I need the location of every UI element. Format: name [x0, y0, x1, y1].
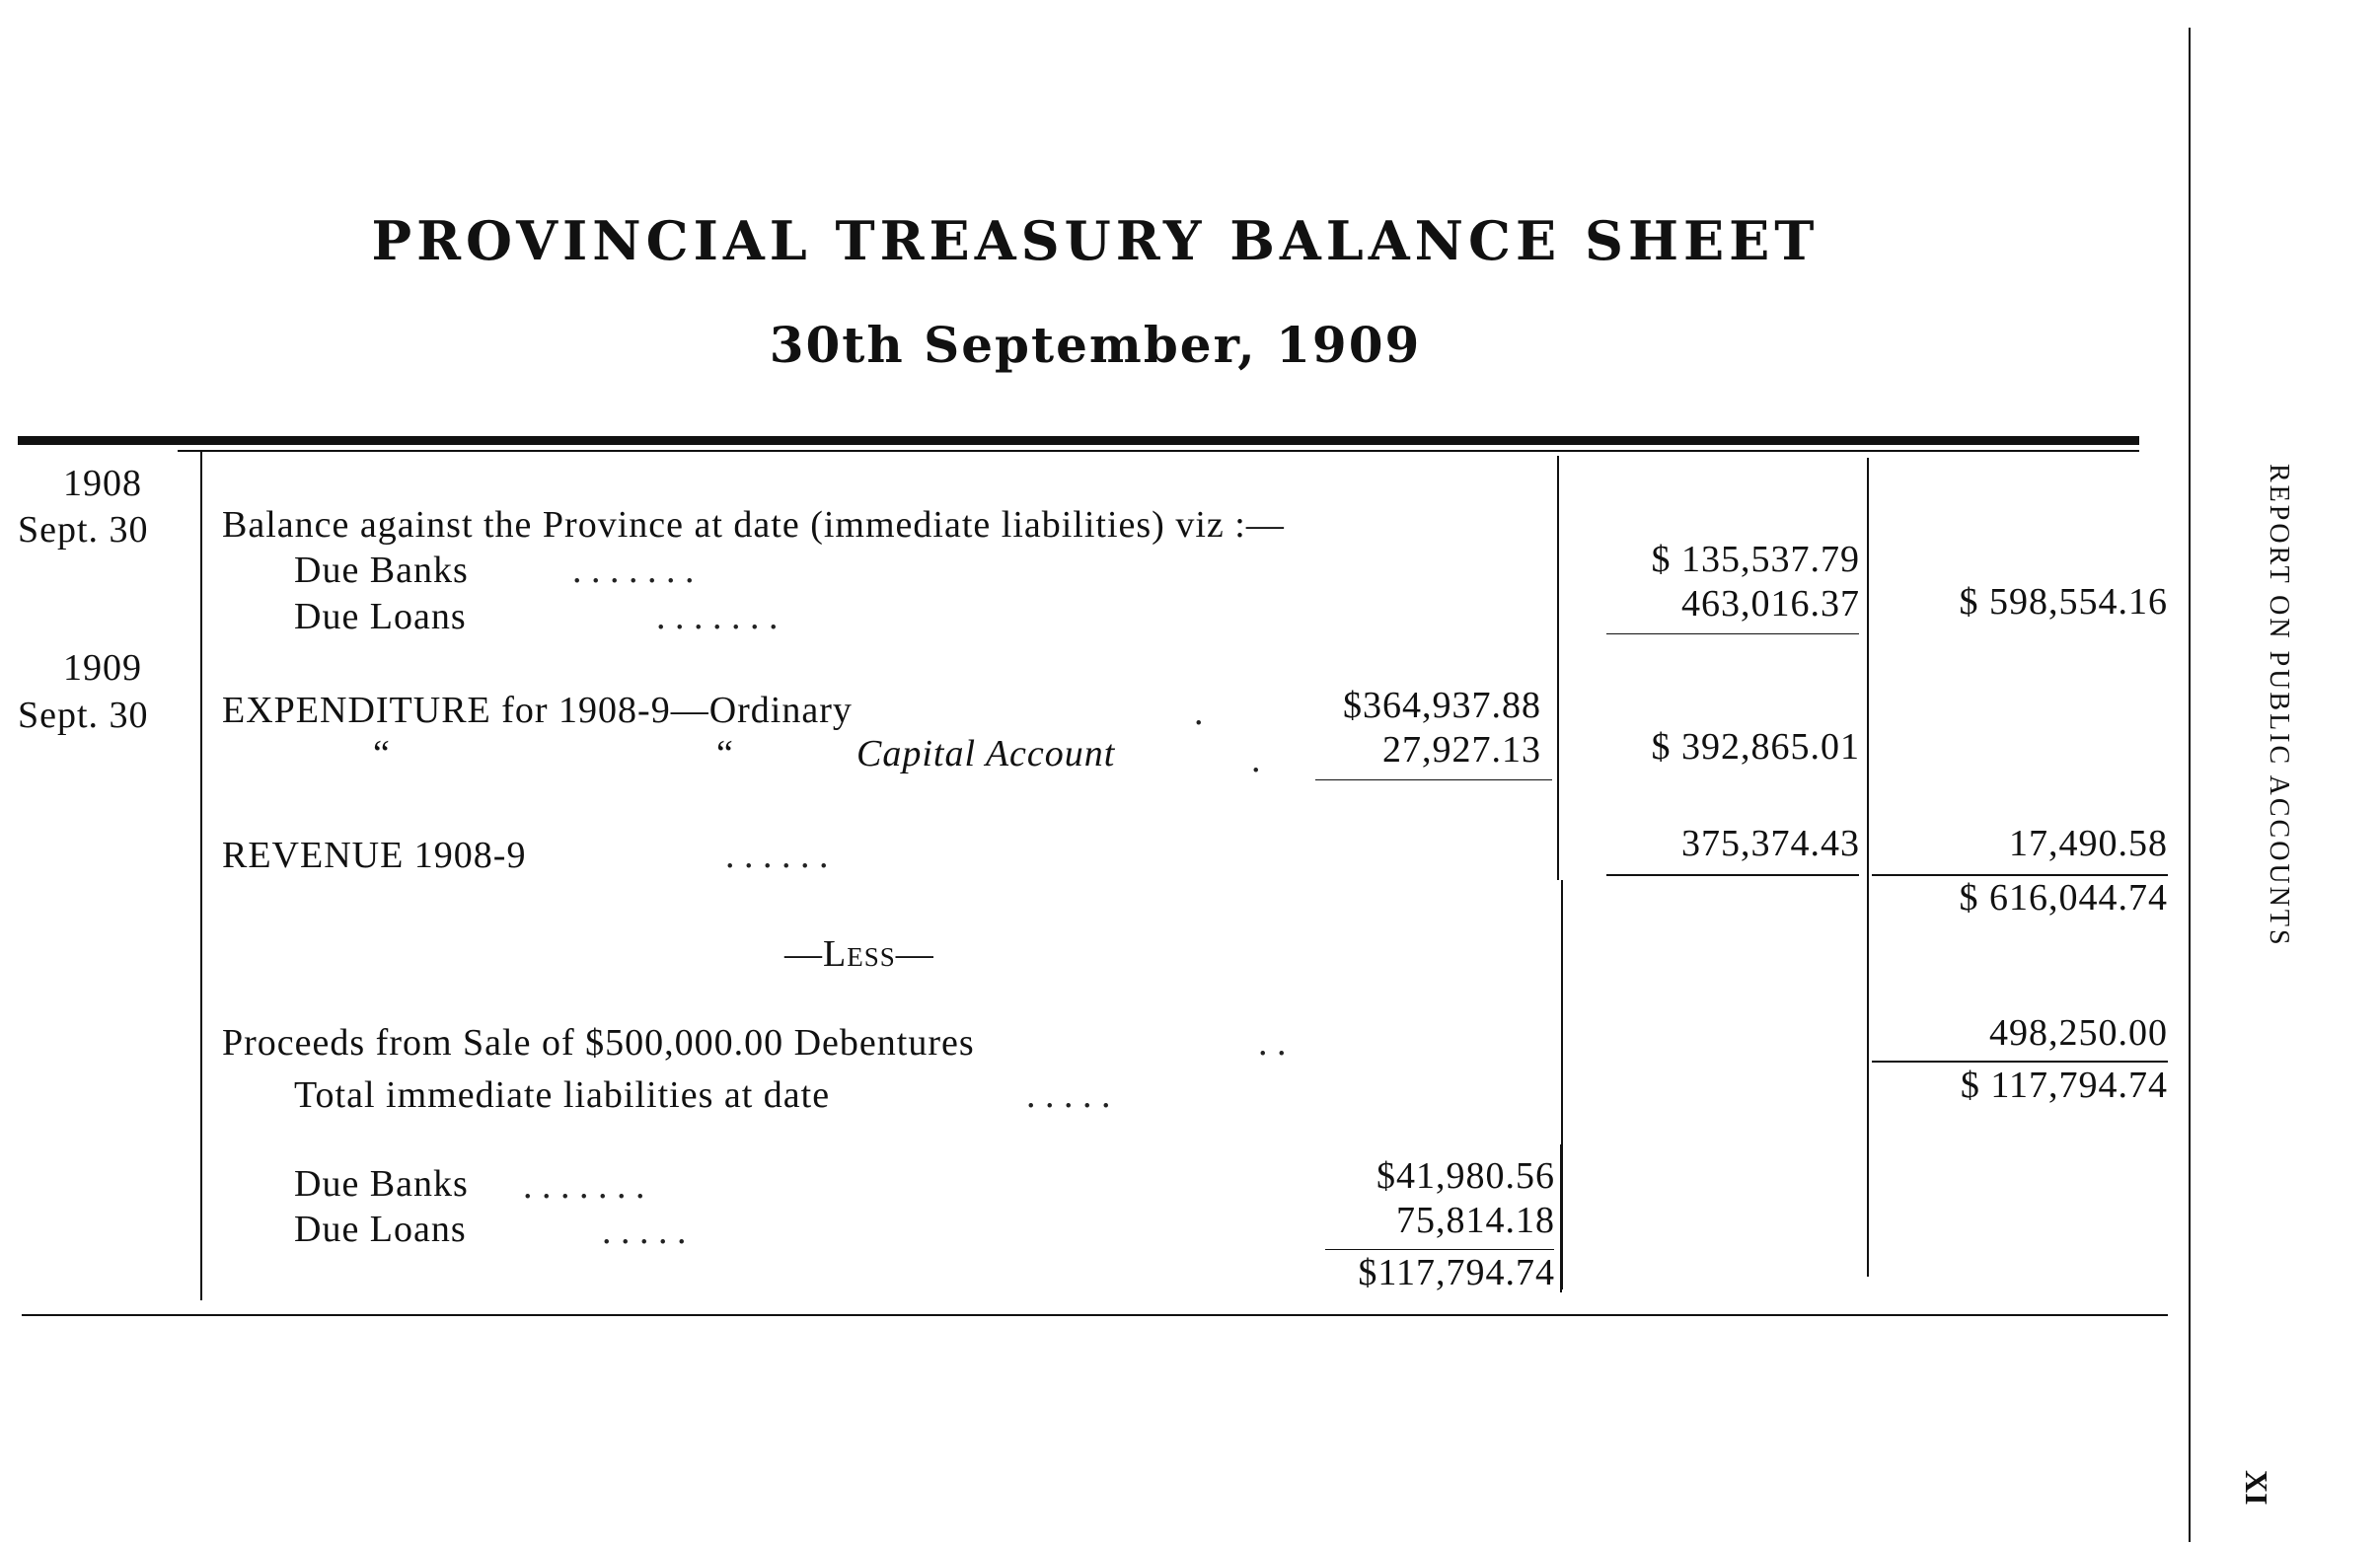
leader-dots: . . . . . .	[725, 835, 829, 876]
proceeds-value: 498,250.00	[1989, 1012, 2168, 1054]
date-sept-30-1908: Sept. 30	[18, 509, 149, 551]
revenue-value: 375,374.43	[1681, 823, 1860, 864]
table-top-rule-thick	[18, 436, 2139, 445]
subtotal-rule-3	[1606, 874, 1859, 876]
breakdown-total: $117,794.74	[1358, 1252, 1555, 1293]
subtotal-rule-2	[1315, 779, 1552, 780]
breakdown-due-loans-label: Due Loans	[294, 1209, 467, 1250]
leader-dots: .	[1194, 692, 1204, 733]
amount-column-rule-3	[1560, 1144, 1562, 1292]
page-subtitle: 30th September, 1909	[769, 316, 1422, 374]
page-edge-rule	[2189, 28, 2191, 1542]
proceeds-label: Proceeds from Sale of $500,000.00 Debentures	[222, 1022, 975, 1064]
leader-dots: . . . . .	[1026, 1074, 1111, 1116]
less-text: —Less—	[784, 933, 934, 975]
page-title: PROVINCIAL TREASURY BALANCE SHEET	[371, 209, 1820, 272]
subtotal-rule-6	[1325, 1249, 1554, 1250]
balance-heading: Balance against the Province at date (immediate liabilities) viz :—	[222, 504, 1285, 546]
leader-dots: . . . . . . .	[523, 1165, 645, 1207]
leader-dots: . . . . .	[602, 1211, 687, 1252]
subtotal-rule-1	[1606, 633, 1859, 634]
page-number: XI	[2239, 1470, 2274, 1506]
breakdown-due-loans-value: 75,814.18	[1396, 1200, 1555, 1241]
date-year-1908: 1908	[63, 463, 142, 504]
balance-due-banks-label: Due Banks	[294, 550, 469, 591]
capital-account-label: Capital Account	[856, 733, 1116, 774]
revenue-label: REVENUE 1908-9	[222, 835, 527, 876]
running-total: $ 616,044.74	[1959, 877, 2168, 919]
leader-dots: .	[1251, 739, 1261, 780]
leader-dots: . . . . . . .	[656, 596, 779, 637]
running-header: REPORT ON PUBLIC ACCOUNTS	[2264, 464, 2294, 948]
balance-due-loans-value: 463,016.37	[1681, 583, 1860, 625]
amount-column-rule-2	[1867, 458, 1869, 1277]
date-year-1909: 1909	[63, 647, 142, 689]
balance-due-loans-label: Due Loans	[294, 596, 467, 637]
table-top-rule-thin	[178, 450, 2139, 452]
leader-dots: . .	[1258, 1022, 1287, 1064]
expenditure-total: $ 392,865.01	[1651, 726, 1860, 768]
balance-due-banks-value: $ 135,537.79	[1651, 539, 1860, 580]
balance-total: $ 598,554.16	[1959, 581, 2168, 623]
ditto-mark: “	[373, 733, 391, 774]
ditto-mark: “	[716, 733, 734, 774]
expenditure-ordinary-value: $364,937.88	[1343, 685, 1541, 726]
table-bottom-rule	[22, 1314, 2168, 1316]
expenditure-label: EXPENDITURE for 1908-9—Ordinary	[222, 690, 853, 731]
breakdown-due-banks-label: Due Banks	[294, 1163, 469, 1205]
capital-account-value: 27,927.13	[1382, 729, 1541, 771]
breakdown-due-banks-value: $41,980.56	[1376, 1155, 1555, 1197]
less-label	[784, 932, 934, 976]
amount-column-rule-1	[1557, 456, 1559, 880]
date-sept-30-1909: Sept. 30	[18, 695, 149, 736]
leader-dots: . . . . . . .	[572, 550, 695, 591]
revenue-difference: 17,490.58	[2009, 823, 2168, 864]
total-liabilities-label: Total immediate liabilities at date	[294, 1074, 831, 1116]
date-column-rule	[200, 452, 202, 1300]
subtotal-rule-5	[1872, 1061, 2168, 1063]
total-liabilities-value: $ 117,794.74	[1960, 1065, 2168, 1106]
